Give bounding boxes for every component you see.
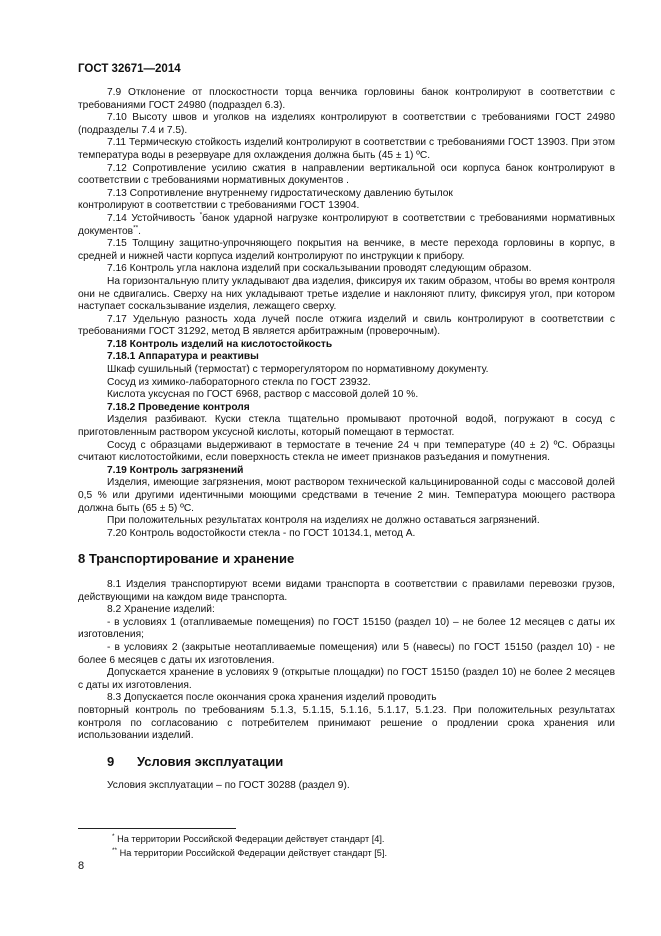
- paragraph-7-14-part-a: 7.14 Устойчивость: [107, 212, 200, 224]
- page-content: [78, 87, 615, 793]
- paragraph-7-14-part-c: .: [138, 225, 141, 237]
- paragraph-7-11: 7.11 Термическую стойкость изделий контролируют в соответствии с требованиями ГОСТ 13903. При этом температура воды в резервуаре для охлаждения должна быть (45 ± 1) ºС.: [78, 137, 615, 161]
- footnote-1-mark: *: [112, 832, 115, 840]
- paragraph-7-12: 7.12 Сопротивление усилию сжатия в направлении вертикальной оси корпуса банок контролируют в соответствии с требованиями нормативных документов .: [78, 162, 615, 187]
- document-header: ГОСТ 32671—2014: [78, 63, 181, 75]
- paragraph-7-10: 7.10 Высоту швов и уголков на изделиях контролируют в соответствии с требованиями ГОСТ 24980 (подразделы 7.4 и 7.5).: [78, 112, 615, 136]
- paragraph-breaking: Изделия разбивают. Куски стекла тщательно промывают проточной водой, погружают в сосуд с приготовленным раствором уксусной кислоты, который помещают в термостат.: [78, 414, 615, 439]
- paragraph-9: Условия эксплуатации – по ГОСТ 30288 (раздел 9).: [107, 780, 350, 792]
- paragraph-8-3: 8.3 Допускается после окончания срока хранения изделий проводить: [107, 692, 437, 704]
- paragraph-thermostat: Шкаф сушильный (термостат) с терморегулятором по нормативному документу.: [107, 364, 489, 376]
- paragraph-7-9: 7.9 Отклонение от плоскостности торца венчика горловины банок контролируют в соответствии с требованиями ГОСТ 24980 (подраздел 6.3).: [78, 87, 615, 111]
- paragraph-7-13: 7.13 Сопротивление внутреннему гидростатическому давлению бутылок: [107, 187, 453, 199]
- paragraph-holding: Сосуд с образцами выдерживают в термостате в течение 24 ч при температуре (40 ± 2) ºС. Образцы считают кислотостойкими, если поверхность стекла не имеет признаков разъедания и помутнения.: [78, 439, 615, 464]
- paragraph-7-14: [78, 213, 615, 238]
- paragraph-washing: Изделия, имеющие загрязнения, моют раствором технической кальцинированной соды с массовой долей 0,5 % или другими идентичными моющими средствами в течение 2 мин. Температура моющего раствора должна быть (65 ± 5) ºС.: [78, 477, 615, 514]
- paragraph-7-14-part-b: банок ударной нагрузке контролируют в соответствии с требованиями нормативных документов: [78, 212, 615, 237]
- paragraph-7-15: 7.15 Толщину защитно-упрочняющего покрытия на венчике, в месте перехода горловины в корпус, в средней и нижней части корпуса изделий контролируют по инструкции к прибору.: [78, 238, 615, 262]
- paragraph-7-20: 7.20 Контроль водостойкости стекла - по ГОСТ 10134.1, метод А.: [107, 527, 416, 539]
- paragraph-8-1: 8.1 Изделия транспортируют всеми видами транспорта в соответствии с правилами перевозки грузов, действующими на каждом виде транспорта.: [78, 578, 615, 603]
- footnote-2-text: На территории Российской Федерации действует стандарт [5].: [117, 848, 388, 858]
- paragraph-storage-1: - в условиях 1 (отапливаемые помещения) по ГОСТ 15150 (раздел 10) – не более 12 месяцев с даты их изготовления;: [78, 616, 615, 641]
- heading-7-18: 7.18 Контроль изделий на кислотостойкость: [107, 338, 333, 350]
- paragraph-7-13-cont: контролируют в соответствии с требованиями ГОСТ 13904.: [78, 200, 360, 212]
- footnote-1: [112, 834, 384, 845]
- section-9-title: Условия эксплуатации: [137, 753, 284, 769]
- footnote-1-text: На территории Российской Федерации действует стандарт [4].: [114, 834, 385, 844]
- section-9-number: 9: [107, 753, 115, 769]
- page-number: 8: [78, 860, 85, 872]
- footnote-2-mark: **: [112, 846, 118, 854]
- paragraph-clean-result: При положительных результатах контроля на изделиях не должно оставаться загрязнений.: [107, 515, 540, 527]
- heading-7-19: 7.19 Контроль загрязнений: [107, 464, 244, 476]
- heading-7-18-2: 7.18.2 Проведение контроля: [107, 401, 250, 413]
- paragraph-vessel: Сосуд из химико-лабораторного стекла по ГОСТ 23932.: [107, 376, 371, 388]
- paragraph-8-3-cont: повторный контроль по требованиям 5.1.3, 5.1.15, 5.1.16, 5.1.17, 5.1.23. При положительных результатах контроля по согласованию с потребителем принимают решение о продлении срока хранения или использовании изделий.: [78, 704, 615, 742]
- paragraph-7-16-body: На горизонтальную плиту укладывают два изделия, фиксируя их таким образом, чтобы во время контроля они не сдвигались. Сверху на них укладывают третье изделие и наклоняют плиту, фиксируя угол, при котором наступает соскальзывание изделия, лежащего сверху.: [78, 275, 615, 313]
- footnote-separator: [78, 828, 236, 829]
- footnote-2: [112, 848, 387, 859]
- heading-7-18-1: 7.18.1 Аппаратура и реактивы: [107, 351, 259, 363]
- footnote-ref-1: *: [199, 211, 203, 219]
- section-9-heading: [78, 753, 615, 769]
- paragraph-acid: Кислота уксусная по ГОСТ 6968, раствор с массовой долей 10 %.: [107, 389, 419, 401]
- paragraph-storage-2: - в условиях 2 (закрытые неотапливаемые помещения) или 5 (навесы) по ГОСТ 15150 (раздел 10) - не более 6 месяцев с даты их изготовления.: [78, 641, 615, 666]
- paragraph-7-16: 7.16 Контроль угла наклона изделий при соскальзывании проводят следующим образом.: [107, 263, 532, 275]
- paragraph-8-2: 8.2 Хранение изделий:: [107, 604, 215, 616]
- section-8-heading: 8 Транспортирование и хранение: [78, 551, 295, 567]
- paragraph-7-17: 7.17 Удельную разность хода лучей после отжига изделий и свиль контролируют в соответствии с требованиями ГОСТ 31292, метод В является арбитражным (проверочным).: [78, 313, 615, 338]
- paragraph-storage-9: Допускается хранение в условиях 9 (открытые площадки) по ГОСТ 15150 (раздел 10) не более 2 месяцев с даты их изготовления.: [78, 667, 615, 691]
- footnote-ref-2: **: [133, 224, 139, 232]
